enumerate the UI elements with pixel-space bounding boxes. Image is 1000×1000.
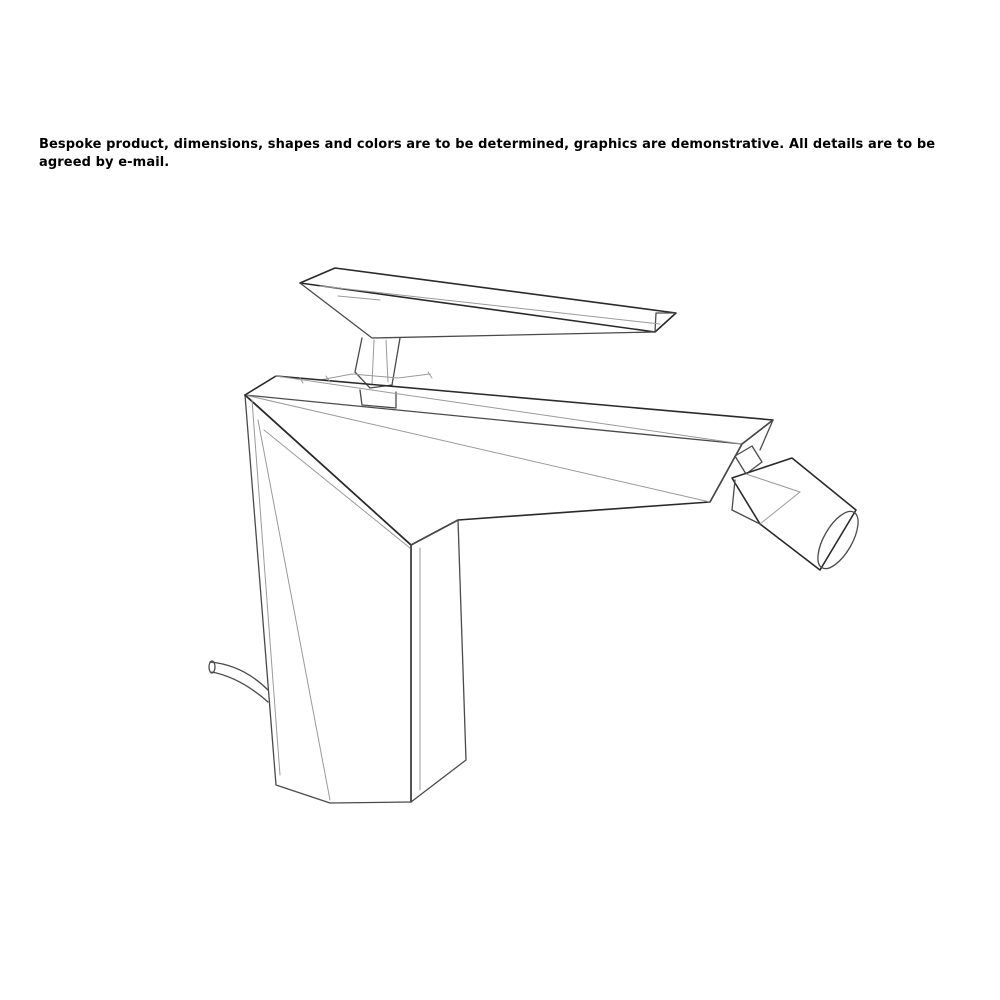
spray-nozzle	[732, 446, 866, 575]
body-front-face	[245, 395, 466, 803]
lever-stem	[320, 338, 430, 408]
disclaimer-text: Bespoke product, dimensions, shapes and colors are to be determined, graphics are demonstrative. All details are to be agreed by e-mail.	[39, 137, 936, 170]
waste-rod	[209, 661, 268, 702]
lever-handle	[300, 268, 676, 338]
body-surface-marks	[300, 372, 432, 383]
body-top-face	[245, 376, 773, 545]
